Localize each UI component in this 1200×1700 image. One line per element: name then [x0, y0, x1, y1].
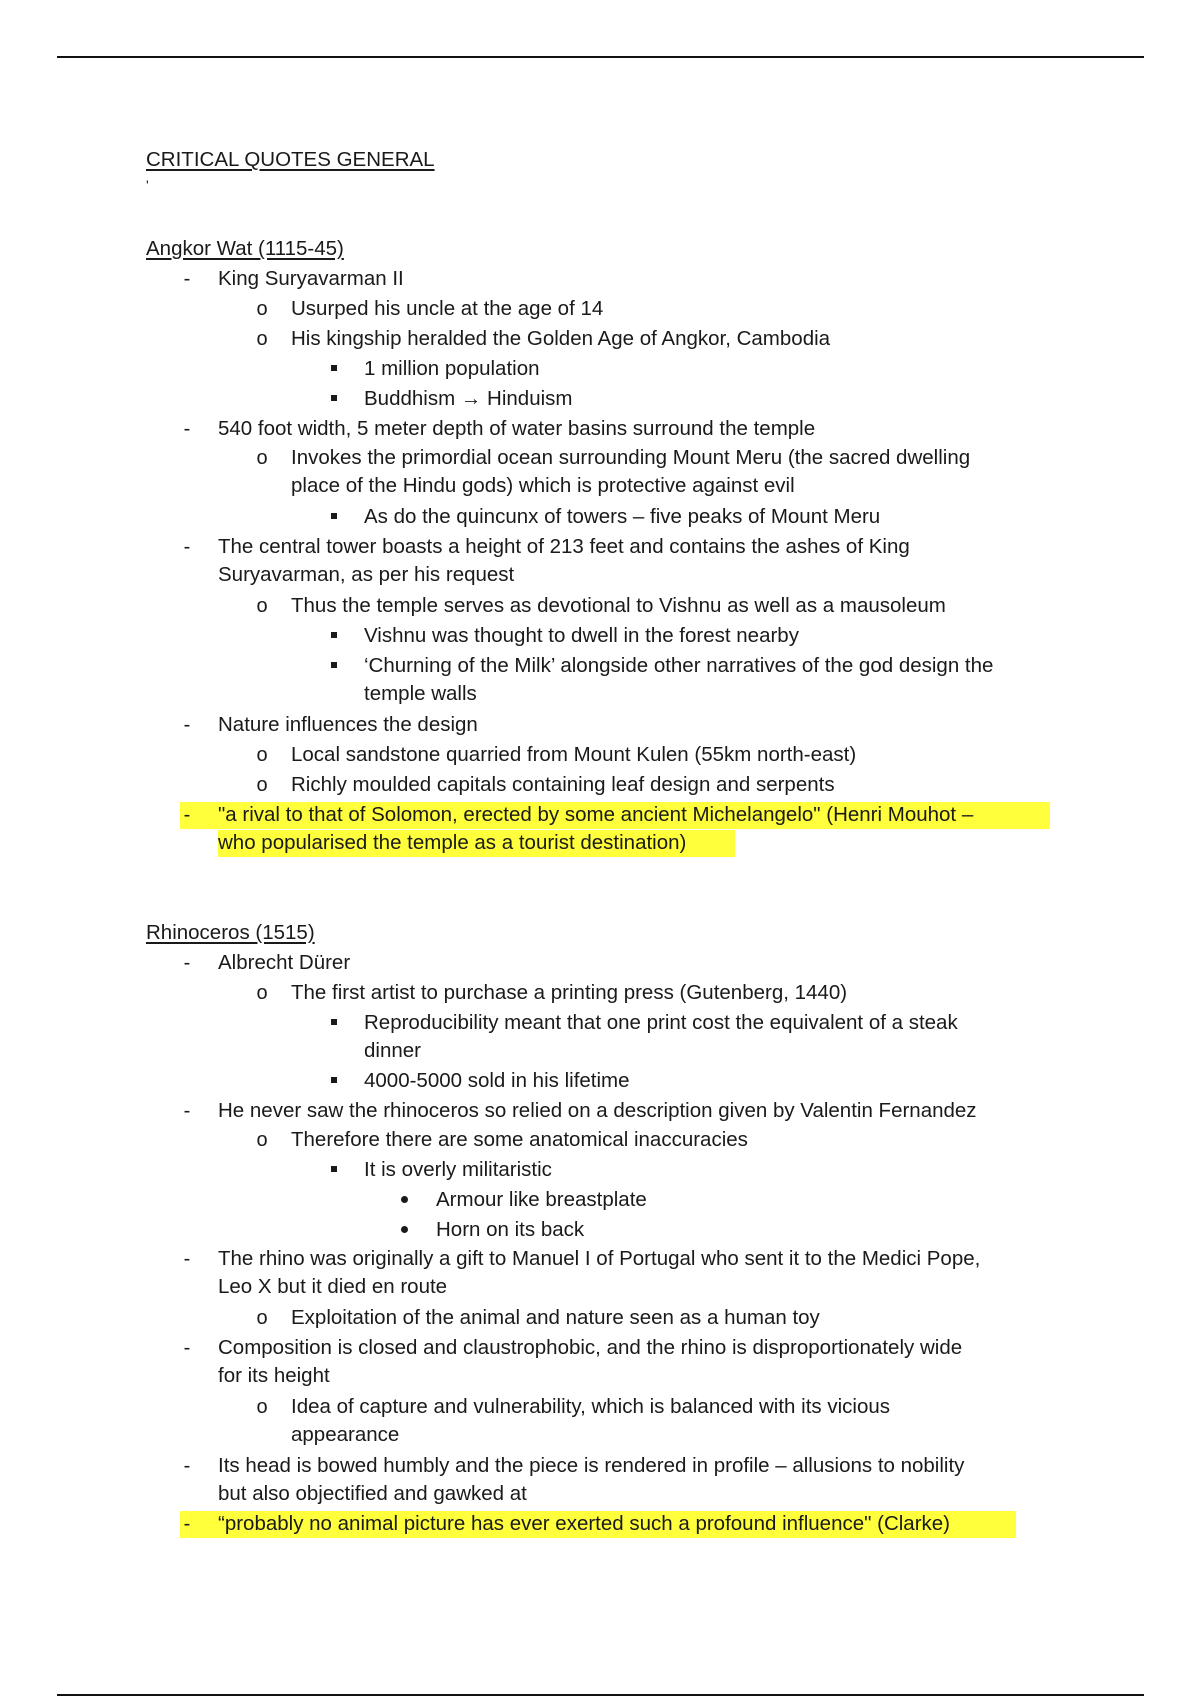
list-item: Exploitation of the animal and nature seen as a human toy	[291, 1306, 820, 1329]
list-item-continuation: temple walls	[364, 682, 477, 705]
square-bullet-icon	[329, 622, 339, 650]
dash-bullet: -	[183, 268, 191, 290]
circle-bullet: o	[256, 1129, 268, 1151]
square-bullet-icon	[329, 355, 339, 383]
dash-bullet: -	[183, 418, 191, 440]
square-bullet-icon	[329, 652, 339, 680]
list-item-continuation: place of the Hindu gods) which is protective against evil	[291, 474, 795, 497]
page-bottom-rule	[57, 1694, 1144, 1696]
dash-bullet: -	[183, 536, 191, 558]
list-item-continuation: but also objectified and gawked at	[218, 1482, 527, 1505]
list-item: As do the quincunx of towers – five peaks of Mount Meru	[364, 505, 881, 528]
list-item: Vishnu was thought to dwell in the forest nearby	[364, 624, 799, 647]
list-item-continuation: appearance	[291, 1423, 400, 1446]
section-heading-rhinoceros: Rhinoceros (1515)	[146, 921, 315, 944]
list-item: Richly moulded capitals containing leaf design and serpents	[291, 773, 835, 796]
list-item: Therefore there are some anatomical inaccuracies	[291, 1128, 748, 1151]
list-item: He never saw the rhinoceros so relied on a description given by Valentin Fernandez	[218, 1099, 977, 1122]
list-item: Buddhism → Hinduism	[364, 387, 573, 410]
highlighted-quote: "a rival to that of Solomon, erected by some ancient Michelangelo" (Henri Mouhot –	[218, 803, 974, 826]
list-item-continuation: Leo X but it died en route	[218, 1275, 448, 1298]
section-heading-angkor-wat: Angkor Wat (1115-45)	[146, 237, 344, 260]
highlighted-quote-continuation: who popularised the temple as a tourist destination)	[218, 831, 687, 854]
list-item: Idea of capture and vulnerability, which is balanced with its vicious	[291, 1395, 890, 1418]
list-item: Albrecht Dürer	[218, 951, 351, 974]
list-item-continuation: for its height	[218, 1364, 330, 1387]
list-item: King Suryavarman II	[218, 267, 404, 290]
stray-mark: '	[146, 177, 149, 193]
circle-bullet: o	[256, 982, 268, 1004]
dash-bullet: -	[183, 1100, 191, 1122]
list-item: Thus the temple serves as devotional to Vishnu as well as a mausoleum	[291, 594, 946, 617]
dash-bullet: -	[183, 1248, 191, 1270]
list-item: The first artist to purchase a printing press (Gutenberg, 1440)	[291, 981, 848, 1004]
circle-bullet: o	[256, 1307, 268, 1329]
dash-bullet: -	[183, 1513, 191, 1535]
list-item: Composition is closed and claustrophobic, and the rhino is disproportionately wide	[218, 1336, 963, 1359]
list-item: Horn on its back	[436, 1218, 585, 1241]
circle-bullet: o	[256, 298, 268, 320]
list-item: 540 foot width, 5 meter depth of water basins surround the temple	[218, 417, 816, 440]
circle-bullet: o	[256, 447, 268, 469]
list-item: His kingship heralded the Golden Age of Angkor, Cambodia	[291, 327, 831, 350]
square-bullet-icon	[329, 503, 339, 531]
list-item: The rhino was originally a gift to Manuel I of Portugal who sent it to the Medici Pope,	[218, 1247, 981, 1270]
circle-bullet: o	[256, 774, 268, 796]
page-top-rule	[57, 56, 1144, 58]
round-bullet-icon	[399, 1186, 409, 1214]
list-item: 4000-5000 sold in his lifetime	[364, 1069, 630, 1092]
square-bullet-icon	[329, 385, 339, 413]
dash-bullet: -	[183, 804, 191, 826]
list-item: The central tower boasts a height of 213 feet and contains the ashes of King	[218, 535, 910, 558]
list-item: Its head is bowed humbly and the piece is rendered in profile – allusions to nobility	[218, 1454, 965, 1477]
list-item: ‘Churning of the Milk’ alongside other narratives of the god design the	[364, 654, 994, 677]
square-bullet-icon	[329, 1067, 339, 1095]
dash-bullet: -	[183, 714, 191, 736]
list-item: Usurped his uncle at the age of 14	[291, 297, 604, 320]
list-item: Nature influences the design	[218, 713, 478, 736]
circle-bullet: o	[256, 744, 268, 766]
list-item: Local sandstone quarried from Mount Kulen (55km north-east)	[291, 743, 857, 766]
square-bullet-icon	[329, 1009, 339, 1037]
highlighted-quote: “probably no animal picture has ever exerted such a profound influence" (Clarke)	[218, 1512, 951, 1535]
list-item-continuation: Suryavarman, as per his request	[218, 563, 515, 586]
document-title: CRITICAL QUOTES GENERAL	[146, 148, 435, 171]
list-item: Reproducibility meant that one print cost the equivalent of a steak	[364, 1011, 958, 1034]
list-item-continuation: dinner	[364, 1039, 421, 1062]
list-item: 1 million population	[364, 357, 540, 380]
circle-bullet: o	[256, 328, 268, 350]
circle-bullet: o	[256, 1396, 268, 1418]
list-item: Armour like breastplate	[436, 1188, 647, 1211]
dash-bullet: -	[183, 952, 191, 974]
round-bullet-icon	[399, 1216, 409, 1244]
dash-bullet: -	[183, 1455, 191, 1477]
list-item: It is overly militaristic	[364, 1158, 552, 1181]
dash-bullet: -	[183, 1337, 191, 1359]
circle-bullet: o	[256, 595, 268, 617]
list-item: Invokes the primordial ocean surrounding Mount Meru (the sacred dwelling	[291, 446, 971, 469]
square-bullet-icon	[329, 1156, 339, 1184]
